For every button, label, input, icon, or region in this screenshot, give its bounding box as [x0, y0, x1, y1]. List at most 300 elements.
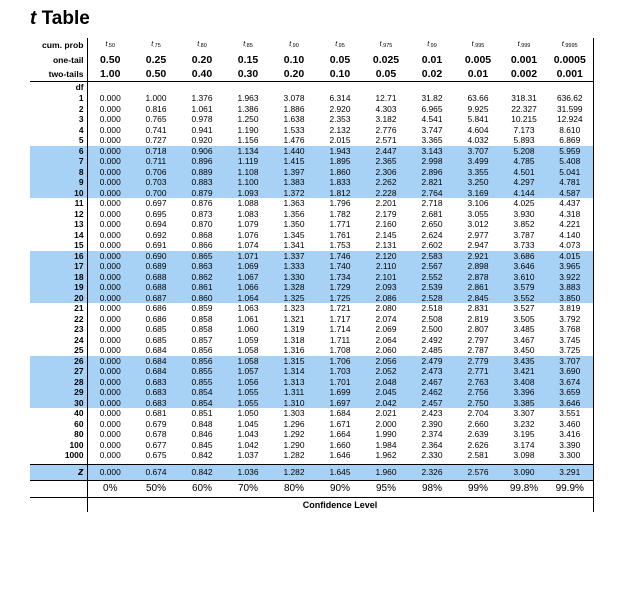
critical-value: 2.048	[363, 377, 409, 388]
critical-value: 0.000	[87, 387, 133, 398]
critical-value: 2.045	[363, 387, 409, 398]
critical-value: 3.250	[455, 177, 501, 188]
critical-value: 1.314	[271, 366, 317, 377]
critical-value: 3.421	[501, 366, 547, 377]
table-row	[30, 356, 593, 367]
confidence-value: 99.9%	[547, 480, 593, 497]
critical-value: 3.707	[455, 146, 501, 157]
critical-value: 0.690	[133, 251, 179, 262]
empty-cell	[547, 82, 593, 94]
table-row	[30, 93, 593, 104]
empty-cell	[501, 82, 547, 94]
t-symbol: t	[379, 41, 382, 48]
critical-value: 1.313	[271, 377, 317, 388]
confidence-level-label: Confidence Level	[87, 497, 593, 512]
critical-value: 1.292	[283, 429, 305, 440]
critical-value: 1.088	[237, 198, 259, 209]
confidence-value: 70%	[225, 480, 271, 497]
critical-value: 1.296	[283, 418, 305, 429]
critical-value: 3.883	[547, 282, 593, 293]
critical-value: 2.479	[409, 356, 455, 367]
critical-value: 4.015	[547, 251, 593, 262]
t-symbol: t	[335, 41, 338, 48]
critical-value: 3.646	[501, 261, 547, 272]
df-value: 30	[30, 398, 87, 409]
table-row	[30, 114, 593, 125]
critical-value: 1.045	[237, 418, 259, 429]
critical-value: 0.856	[191, 345, 213, 356]
t-symbol: t	[197, 41, 200, 48]
critical-value: 1.190	[237, 124, 259, 135]
critical-value: 31.599	[547, 104, 593, 115]
critical-value: 1.746	[317, 251, 363, 262]
table-row	[30, 272, 593, 283]
confidence-value: 80%	[271, 480, 317, 497]
critical-value: 0.681	[145, 408, 167, 419]
critical-value: 3.659	[547, 387, 593, 398]
critical-value: 1.250	[237, 114, 259, 125]
critical-value: 2.093	[363, 282, 409, 293]
df-value: 25	[30, 345, 87, 356]
cum-prob-subscript: .50	[107, 43, 116, 49]
critical-value: 2.101	[363, 272, 409, 283]
critical-value: 2.779	[455, 356, 501, 367]
cum-prob-subscript: .995	[473, 43, 485, 49]
critical-value: 1.315	[271, 356, 317, 367]
critical-value: 1.701	[317, 377, 363, 388]
critical-value: 12.924	[547, 114, 593, 125]
critical-value: 2.626	[467, 439, 489, 450]
critical-value: 2.583	[409, 251, 455, 262]
t-symbol: t	[427, 41, 430, 48]
critical-value: 6.314	[329, 93, 351, 104]
critical-value: 0.683	[133, 377, 179, 388]
critical-value: 0.765	[145, 114, 167, 125]
critical-value: 0.000	[87, 188, 133, 199]
critical-value: 2.776	[375, 124, 397, 135]
df-value: 12	[30, 209, 87, 220]
critical-value: 1.440	[271, 146, 317, 157]
critical-value: 2.160	[375, 219, 397, 230]
df-value: 20	[30, 293, 87, 304]
empty-cell	[271, 82, 317, 94]
critical-value: 2.145	[375, 229, 397, 240]
critical-value: 0.000	[99, 93, 121, 104]
critical-value: 2.306	[363, 167, 409, 178]
critical-value: 1.061	[237, 313, 259, 324]
critical-value: 0.859	[191, 303, 213, 314]
cum-prob-subscript: .75	[153, 43, 161, 49]
critical-value: 0.000	[99, 198, 121, 209]
cum-prob-header	[547, 38, 593, 53]
critical-value: 3.232	[513, 418, 535, 429]
confidence-value: 0%	[87, 480, 133, 497]
critical-value: 0.848	[191, 418, 213, 429]
critical-value: 1.061	[191, 103, 213, 114]
critical-value: 1.383	[271, 177, 317, 188]
df-value: 19	[30, 282, 87, 293]
critical-value: 1.895	[317, 156, 363, 167]
df-value: 28	[30, 377, 87, 388]
df-value: 1	[30, 93, 87, 104]
confidence-value: 99%	[455, 480, 501, 497]
critical-value: 1.714	[329, 324, 351, 335]
table-row	[30, 419, 593, 430]
critical-value: 1.055	[225, 398, 271, 409]
empty-cell	[179, 82, 225, 94]
table-row	[30, 335, 593, 346]
critical-value: 0.000	[87, 377, 133, 388]
critical-value: 2.485	[421, 345, 443, 356]
one-tail-value: 0.05	[329, 54, 351, 66]
critical-value: 0.692	[145, 229, 167, 240]
critical-value: 3.307	[513, 408, 535, 419]
critical-value: 1.311	[271, 387, 317, 398]
critical-value: 0.861	[179, 282, 225, 293]
critical-value: 2.508	[421, 313, 443, 324]
df-value: 14	[30, 230, 87, 241]
critical-value: 0.000	[99, 450, 121, 461]
critical-value: 0.868	[191, 229, 213, 240]
critical-value: 2.000	[375, 418, 397, 429]
critical-value: 3.355	[455, 167, 501, 178]
df-value: 21	[30, 303, 87, 314]
t-symbol: t	[105, 41, 108, 48]
df-label: df	[30, 82, 87, 94]
z-value: 1.645	[317, 464, 363, 480]
critical-value: 1.069	[225, 261, 271, 272]
critical-value: 63.66	[467, 93, 489, 104]
critical-value: 3.485	[513, 324, 535, 335]
cum-prob-header	[87, 38, 133, 53]
df-value: 11	[30, 198, 87, 209]
critical-value: 0.688	[133, 272, 179, 283]
critical-value: 4.541	[421, 114, 443, 125]
critical-value: 2.650	[421, 219, 443, 230]
critical-value: 0.718	[133, 146, 179, 157]
critical-value: 0.851	[191, 408, 213, 419]
df-value: 9	[30, 177, 87, 188]
critical-value: 0.863	[179, 261, 225, 272]
critical-value: 4.025	[513, 198, 535, 209]
empty-cell	[409, 82, 455, 94]
critical-value: 3.707	[547, 356, 593, 367]
critical-value: 9.925	[467, 103, 489, 114]
critical-value: 2.602	[421, 240, 443, 251]
critical-value: 1.071	[225, 251, 271, 262]
critical-value: 2.074	[375, 313, 397, 324]
critical-value: 1.066	[225, 282, 271, 293]
critical-value: 10.215	[511, 114, 537, 125]
t-distribution-table	[30, 38, 594, 512]
critical-value: 0.691	[145, 240, 167, 251]
critical-value: 0.679	[145, 418, 167, 429]
df-value: 2	[30, 104, 87, 115]
critical-value: 1.059	[237, 334, 259, 345]
critical-value: 1.782	[329, 208, 351, 219]
critical-value: 0.695	[145, 208, 167, 219]
cum-prob-subscript: .975	[381, 43, 393, 49]
critical-value: 1.000	[145, 93, 167, 104]
critical-value: 1.717	[329, 313, 351, 324]
df-value: 13	[30, 219, 87, 230]
table-row	[30, 219, 593, 230]
critical-value: 0.941	[191, 124, 213, 135]
table-row	[30, 345, 593, 356]
two-tails-value: 1.00	[87, 67, 133, 82]
t-symbol: t	[289, 41, 292, 48]
critical-value: 1.350	[283, 219, 305, 230]
critical-value: 0.675	[145, 450, 167, 461]
critical-value: 1.074	[237, 240, 259, 251]
cum-prob-label: cum. prob	[30, 38, 87, 53]
critical-value: 2.639	[467, 429, 489, 440]
critical-value: 31.82	[421, 93, 443, 104]
critical-value: 1.833	[317, 177, 363, 188]
critical-value: 1.318	[283, 334, 305, 345]
cum-prob-subscript: .99	[429, 43, 437, 49]
page-title	[30, 8, 90, 30]
critical-value: 1.325	[271, 293, 317, 304]
df-value: 1000	[30, 450, 87, 461]
critical-value: 2.364	[421, 439, 443, 450]
critical-value: 1.860	[317, 167, 363, 178]
critical-value: 0.000	[99, 439, 121, 450]
critical-value: 1.533	[283, 124, 305, 135]
df-value: 23	[30, 324, 87, 335]
critical-value: 3.819	[547, 303, 593, 314]
z-value: 1.960	[363, 464, 409, 480]
critical-value: 0.000	[99, 103, 121, 114]
critical-value: 3.922	[547, 272, 593, 283]
critical-value: 2.845	[455, 293, 501, 304]
table-row	[30, 188, 593, 199]
critical-value: 3.195	[513, 429, 535, 440]
critical-value: 1.734	[317, 272, 363, 283]
critical-value: 1.083	[237, 208, 259, 219]
critical-value: 22.327	[511, 103, 537, 114]
one-tail-value: 0.025	[372, 54, 400, 66]
critical-value: 1.345	[283, 229, 305, 240]
critical-value: 1.310	[271, 398, 317, 409]
confidence-label-blank	[30, 497, 87, 512]
critical-value: 1.290	[283, 439, 305, 450]
critical-value: 0.000	[99, 135, 121, 146]
critical-value: 5.959	[547, 146, 593, 157]
z-value: 2.576	[455, 464, 501, 480]
critical-value: 2.787	[467, 345, 489, 356]
critical-value: 0.686	[145, 313, 167, 324]
critical-value: 3.768	[547, 324, 593, 335]
critical-value: 1.943	[317, 146, 363, 157]
critical-value: 2.797	[467, 334, 489, 345]
critical-value: 0.684	[133, 356, 179, 367]
critical-value: 2.069	[375, 324, 397, 335]
df-value: 29	[30, 387, 87, 398]
critical-value: 3.787	[513, 229, 535, 240]
critical-value: 3.435	[501, 356, 547, 367]
critical-value: 4.032	[467, 135, 489, 146]
critical-value: 2.898	[455, 261, 501, 272]
critical-value: 1.337	[271, 251, 317, 262]
critical-value: 2.179	[375, 208, 397, 219]
critical-value: 3.505	[513, 313, 535, 324]
critical-value: 0.896	[179, 156, 225, 167]
critical-value: 6.965	[421, 103, 443, 114]
critical-value: 3.182	[375, 114, 397, 125]
critical-value: 2.052	[363, 366, 409, 377]
critical-value: 1.706	[317, 356, 363, 367]
table-row	[30, 408, 593, 419]
critical-value: 3.552	[501, 293, 547, 304]
critical-value: 0.727	[145, 135, 167, 146]
z-value: 2.326	[409, 464, 455, 480]
cum-prob-row	[30, 38, 593, 53]
critical-value: 2.977	[467, 229, 489, 240]
critical-value: 2.831	[467, 303, 489, 314]
critical-value: 3.098	[513, 450, 535, 461]
critical-value: 3.174	[513, 439, 535, 450]
critical-value: 1.415	[271, 156, 317, 167]
critical-value: 1.476	[283, 135, 305, 146]
df-value: 18	[30, 272, 87, 283]
critical-value: 2.921	[455, 251, 501, 262]
critical-value: 2.131	[375, 240, 397, 251]
critical-value: 2.060	[375, 345, 397, 356]
critical-value: 2.492	[421, 334, 443, 345]
df-value: 17	[30, 261, 87, 272]
critical-value: 0.866	[191, 240, 213, 251]
critical-value: 2.998	[409, 156, 455, 167]
critical-value: 3.390	[547, 440, 593, 451]
critical-value: 0.856	[179, 356, 225, 367]
cum-prob-header	[225, 38, 271, 53]
critical-value: 2.896	[409, 167, 455, 178]
critical-value: 3.792	[547, 314, 593, 325]
critical-value: 0.845	[191, 439, 213, 450]
critical-value: 0.683	[133, 387, 179, 398]
critical-value: 0.855	[179, 366, 225, 377]
critical-value: 1.638	[283, 114, 305, 125]
critical-value: 3.467	[513, 334, 535, 345]
critical-value: 0.000	[99, 303, 121, 314]
critical-value: 2.500	[421, 324, 443, 335]
critical-value: 0.000	[87, 177, 133, 188]
critical-value: 0.000	[99, 324, 121, 335]
critical-value: 2.581	[467, 450, 489, 461]
cum-prob-subscript: .90	[291, 43, 299, 49]
table-row	[30, 398, 593, 409]
one-tail-label: one-tail	[30, 53, 87, 67]
critical-value: 3.852	[513, 219, 535, 230]
critical-value: 2.374	[421, 429, 443, 440]
df-value: 27	[30, 366, 87, 377]
df-value: 6	[30, 146, 87, 157]
critical-value: 0.000	[99, 219, 121, 230]
cum-prob-header	[271, 38, 317, 53]
critical-value: 3.733	[513, 240, 535, 251]
df-value: 24	[30, 335, 87, 346]
critical-value: 3.143	[409, 146, 455, 157]
critical-value: 0.703	[133, 177, 179, 188]
critical-value: 4.140	[547, 230, 593, 241]
critical-value: 3.850	[547, 293, 593, 304]
critical-value: 4.501	[501, 167, 547, 178]
critical-value: 0.000	[99, 408, 121, 419]
critical-value: 0.000	[87, 356, 133, 367]
critical-value: 1.321	[283, 313, 305, 324]
critical-value: 3.686	[501, 251, 547, 262]
empty-cell	[225, 82, 271, 94]
critical-value: 1.058	[237, 345, 259, 356]
critical-value: 0.000	[99, 240, 121, 251]
critical-value: 3.106	[467, 198, 489, 209]
critical-value: 0.706	[133, 167, 179, 178]
critical-value: 1.812	[317, 188, 363, 199]
critical-value: 1.303	[283, 408, 305, 419]
critical-value: 0.697	[145, 198, 167, 209]
critical-value: 0.700	[133, 188, 179, 199]
critical-value: 1.729	[317, 282, 363, 293]
critical-value: 1.984	[375, 439, 397, 450]
critical-value: 1.037	[237, 450, 259, 461]
critical-value: 2.681	[421, 208, 443, 219]
critical-value: 1.699	[317, 387, 363, 398]
title-t-variable: t	[30, 8, 37, 29]
critical-value: 5.841	[467, 114, 489, 125]
critical-value: 6.869	[547, 135, 593, 146]
table-row	[30, 440, 593, 451]
critical-value: 0.741	[145, 124, 167, 135]
t-symbol: t	[151, 41, 154, 48]
critical-value: 0.873	[191, 208, 213, 219]
critical-value: 3.300	[547, 450, 593, 461]
cum-prob-header	[179, 38, 225, 53]
critical-value: 3.965	[547, 261, 593, 272]
critical-value: 0.000	[87, 251, 133, 262]
critical-value: 0.684	[145, 345, 167, 356]
critical-value: 1.050	[237, 408, 259, 419]
two-tails-row	[30, 67, 593, 82]
table-row	[30, 156, 593, 167]
confidence-value: 90%	[317, 480, 363, 497]
critical-value: 1.333	[271, 261, 317, 272]
critical-value: 2.462	[409, 387, 455, 398]
critical-value: 0.683	[133, 398, 179, 409]
critical-value: 5.041	[547, 167, 593, 178]
z-value: 0.674	[133, 464, 179, 480]
confidence-value: 60%	[179, 480, 225, 497]
t-symbol: t	[561, 41, 564, 48]
critical-value: 0.000	[99, 114, 121, 125]
critical-value: 3.365	[421, 135, 443, 146]
critical-value: 0.685	[145, 334, 167, 345]
critical-value: 1.057	[225, 366, 271, 377]
critical-value: 0.000	[87, 261, 133, 272]
critical-value: 1.708	[329, 345, 351, 356]
critical-value: 1.376	[191, 93, 213, 104]
table-row	[30, 135, 593, 146]
critical-value: 0.687	[133, 293, 179, 304]
critical-value: 1.316	[283, 345, 305, 356]
cum-prob-subscript: .80	[199, 43, 207, 49]
critical-value: 3.551	[547, 408, 593, 419]
table-row	[30, 366, 593, 377]
df-value: 3	[30, 114, 87, 125]
df-value: 15	[30, 240, 87, 251]
confidence-row	[30, 480, 593, 497]
cum-prob-header	[501, 38, 547, 53]
